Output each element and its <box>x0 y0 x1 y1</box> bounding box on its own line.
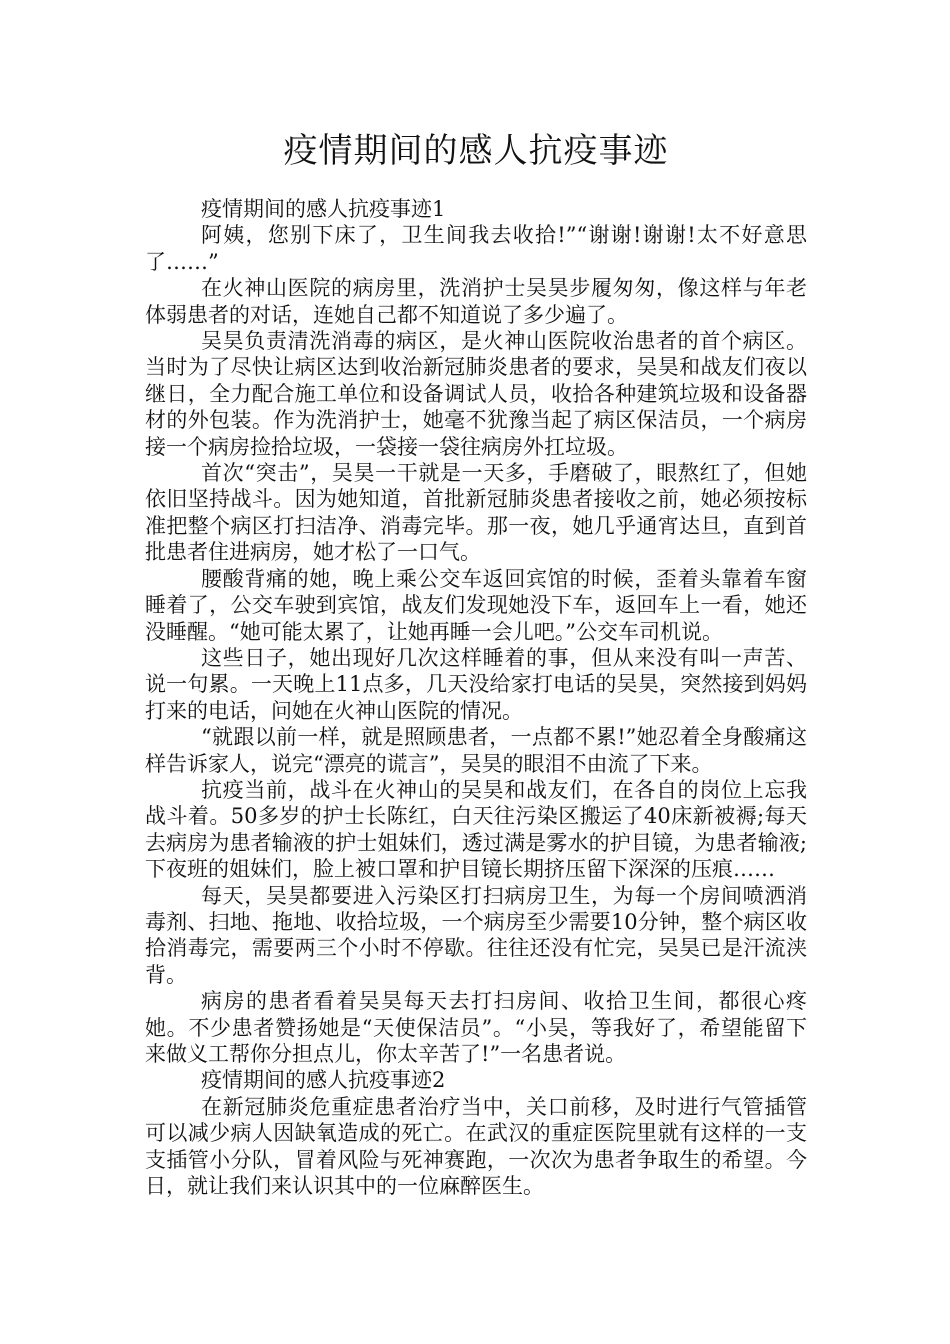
paragraph: 病房的患者看着吴昊每天去打扫房间、收拾卫生间，都很心疼她。不少患者赞扬她是“天使保洁员”。“小吴，等我好了，希望能留下来做义工帮你分担点儿，你太辛苦了!”一名患者说。 <box>145 989 807 1066</box>
paragraph: 阿姨，您别下床了，卫生间我去收拾!”“谢谢!谢谢!太不好意思了……” <box>145 223 807 274</box>
section-heading: 疫情期间的感人抗疫事迹1 <box>201 197 446 221</box>
section-heading: 疫情期间的感人抗疫事迹2 <box>201 1068 446 1093</box>
paragraph: 首次“突击”，吴昊一干就是一天多，手磨破了，眼熬红了，但她依旧坚持战斗。因为她知道，首批新冠肺炎患者接收之前，她必须按标准把整个病区打扫洁净、消毒完毕。那一夜，她几乎通宵达旦，直到首批患者住进病房，她才松了一口气。 <box>145 461 807 565</box>
document-page <box>145 128 807 1199</box>
paragraph: 这些日子，她出现好几次这样睡着的事，但从来没有叫一声苦、说一句累。一天晚上11点多，几天没给家打电话的吴昊，突然接到妈妈打来的电话，问她在火神山医院的情况。 <box>145 645 807 723</box>
paragraph: 在火神山医院的病房里，洗消护士吴昊步履匆匆，像这样与年老体弱患者的对话，连她自己都不知道说了多少遍了。 <box>145 276 807 327</box>
paragraph: 在新冠肺炎危重症患者治疗当中，关口前移，及时进行气管插管可以减少病人因缺氧造成的死亡。在武汉的重症医院里就有这样的一支支插管小分队，冒着风险与死神赛跑，一次次为患者争取生的希望。今日，就让我们来认识其中的一位麻醉医生。 <box>145 1094 807 1199</box>
paragraph: 抗疫当前，战斗在火神山的吴昊和战友们，在各自的岗位上忘我战斗着。50多岁的护士长陈红，白天往污染区搬运了40床新被褥;每天去病房为患者输液的护士姐妹们，透过满是雾水的护目镜，为患者输液;下夜班的姐妹们，脸上被口罩和护目镜长期挤压留下深深的压痕…… <box>145 777 807 882</box>
paragraph: 吴昊负责清洗消毒的病区，是火神山医院收治患者的首个病区。当时为了尽快让病区达到收治新冠肺炎患者的要求，吴昊和战友们夜以继日，全力配合施工单位和设备调试人员，收拾各种建筑垃圾和设备器材的外包装。作为洗消护士，她毫不犹豫当起了病区保洁员，一个病房接一个病房捡拾垃圾，一袋接一袋往病房外扛垃圾。 <box>145 329 807 459</box>
paragraph: “就跟以前一样，就是照顾患者，一点都不累!”她忍着全身酸痛这样告诉家人，说完“漂亮的谎言”，吴昊的眼泪不由流了下来。 <box>145 725 807 776</box>
document-body <box>145 196 807 1199</box>
paragraph: 腰酸背痛的她，晚上乘公交车返回宾馆的时候，歪着头靠着车窗睡着了，公交车驶到宾馆，战友们发现她没下车，返回车上一看，她还没睡醒。“她可能太累了，让她再睡一会儿吧。”公交车司机说。 <box>145 566 807 644</box>
document-title: 疫情期间的感人抗疫事迹 <box>283 131 669 171</box>
paragraph: 每天，吴昊都要进入污染区打扫病房卫生，为每一个房间喷洒消毒剂、扫地、拖地、收拾垃圾，一个病房至少需要10分钟，整个病区收拾消毒完，需要两三个小时不停歇。往往还没有忙完，吴昊已是汗流浃背。 <box>145 883 807 987</box>
